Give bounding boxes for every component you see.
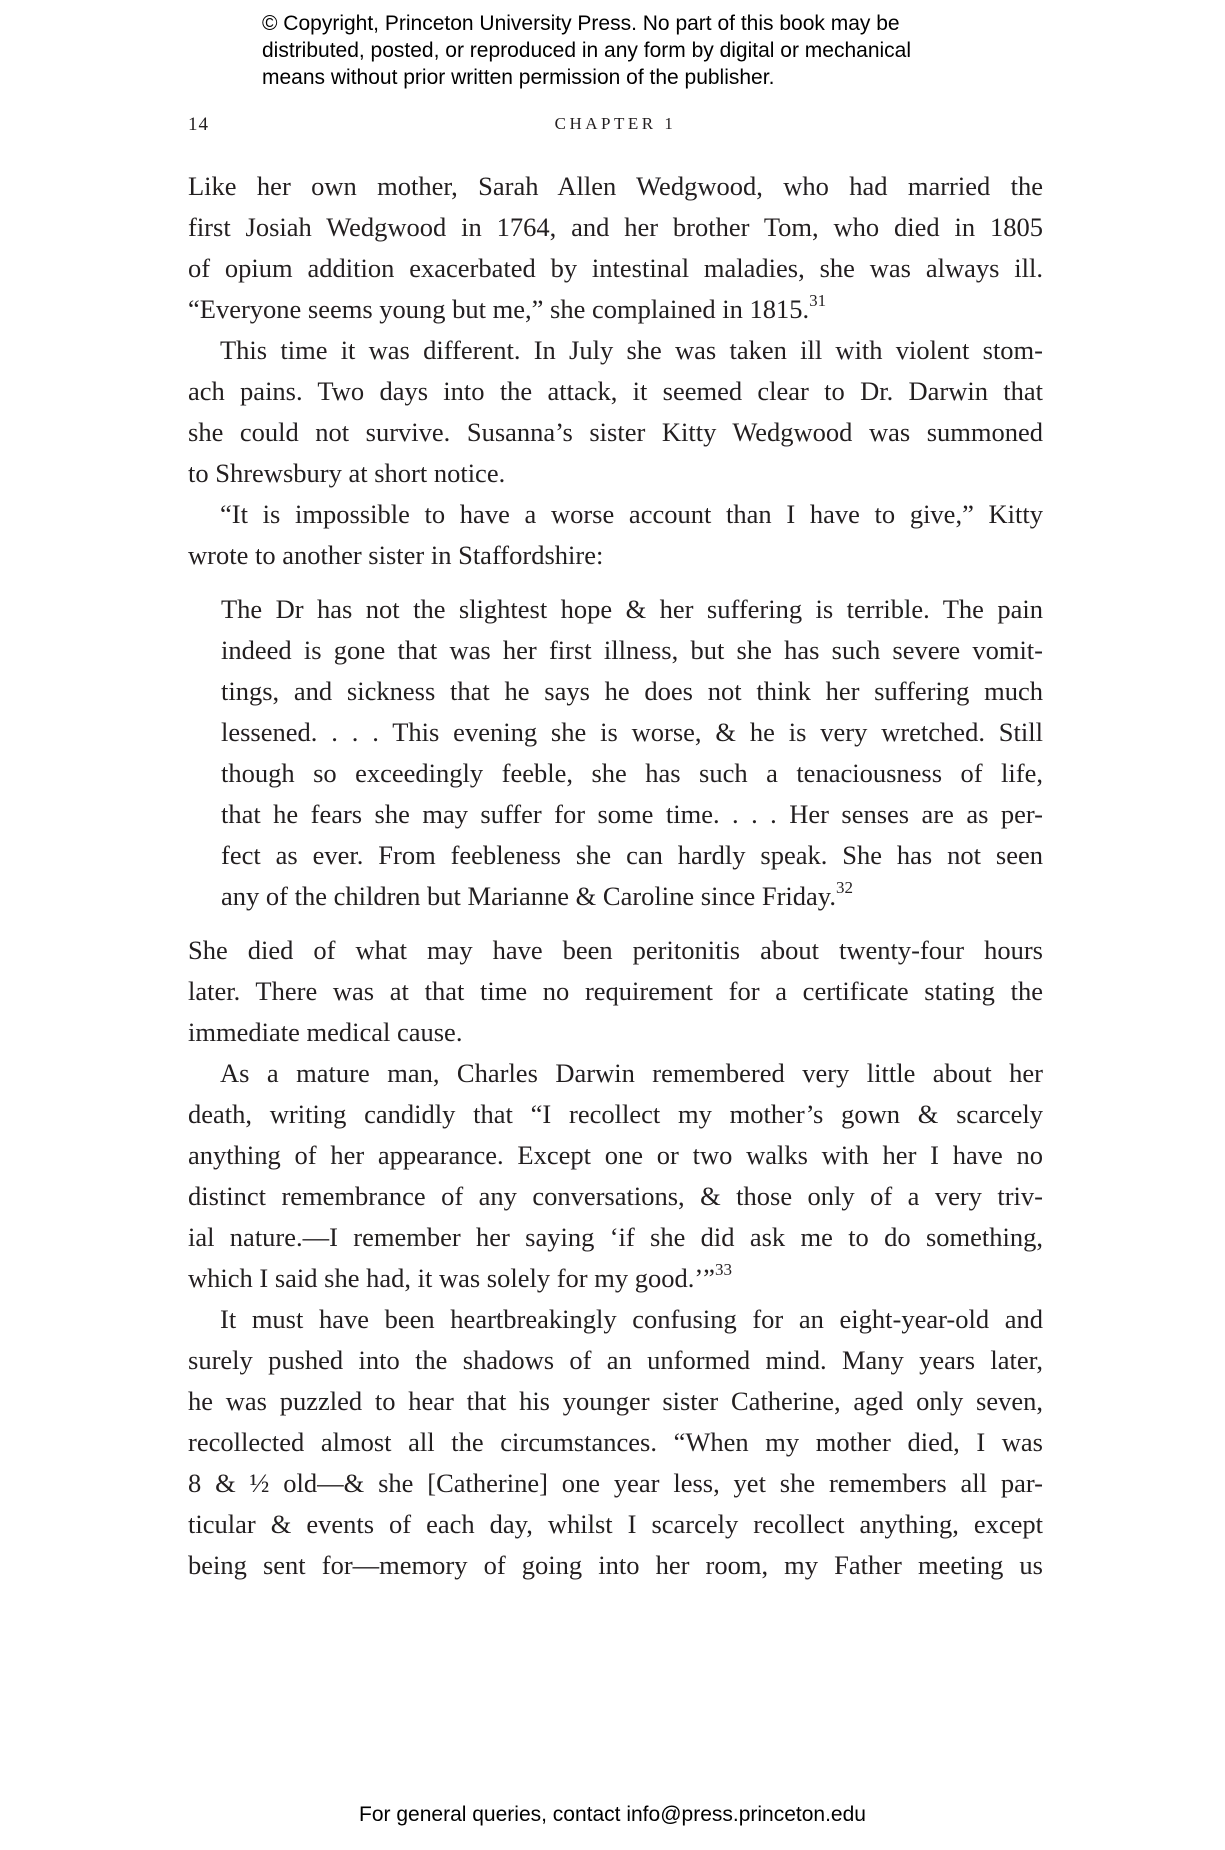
body-text (188, 166, 1043, 1586)
paragraph (188, 1053, 1043, 1299)
text-line: surely pushed into the shadows of an unformed mind. Many years later, (188, 1345, 1043, 1375)
footnote-ref: 32 (835, 878, 853, 898)
text-line: This time it was different. In July she was taken ill with violent stom- (220, 335, 1043, 365)
quote-line: The Dr has not the slightest hope & her suffering is terrible. The pain (221, 594, 1043, 624)
quote-line (221, 876, 1043, 917)
chapter-label: CHAPTER 1 (554, 114, 677, 133)
text-line: Like her own mother, Sarah Allen Wedgwood, who had married the (188, 171, 1043, 201)
paragraph (188, 1299, 1043, 1586)
paragraph (188, 930, 1043, 1053)
footnote-ref: 33 (714, 1260, 732, 1280)
footnote-ref: 31 (809, 291, 827, 311)
text-line: first Josiah Wedgwood in 1764, and her brother Tom, who died in 1805 (188, 212, 1043, 242)
text-line: ial nature.—I remember her saying ‘if she did ask me to do something, (188, 1222, 1043, 1252)
text-line: she could not survive. Susanna’s sister Kitty Wedgwood was summoned (188, 417, 1043, 447)
text-line: wrote to another sister in Staffordshire: (188, 540, 604, 570)
text-line-content: any of the children but Marianne & Caroline since Friday. (221, 881, 836, 911)
paragraph (188, 494, 1043, 576)
text-line: ticular & events of each day, whilst I scarcely recollect anything, except (188, 1509, 1043, 1539)
running-head (188, 114, 1043, 142)
text-line: immediate medical cause. (188, 1017, 463, 1047)
quote-line: that he fears she may suffer for some time. . . . Her senses are as per- (221, 799, 1043, 829)
text-line: anything of her appearance. Except one or two walks with her I have no (188, 1140, 1043, 1170)
text-line: It must have been heartbreakingly confusing for an eight-year-old and (220, 1304, 1043, 1334)
paragraph (188, 330, 1043, 494)
text-line-content: “Everyone seems young but me,” she complained in 1815. (188, 294, 810, 324)
text-line: ach pains. Two days into the attack, it seemed clear to Dr. Darwin that (188, 376, 1043, 406)
copyright-notice (262, 10, 1022, 91)
quote-line: indeed is gone that was her first illness, but she has such severe vomit- (221, 635, 1043, 665)
footer-contact: For general queries, contact info@press.princeton.edu (359, 1803, 866, 1826)
copyright-line: distributed, posted, or reproduced in any form by digital or mechanical (262, 39, 912, 62)
block-quote (221, 589, 1043, 917)
copyright-line: means without prior written permission of the publisher. (262, 66, 775, 89)
text-line: to Shrewsbury at short notice. (188, 458, 506, 488)
copyright-line: © Copyright, Princeton University Press. No part of this book may be (262, 12, 900, 35)
text-line: “It is impossible to have a worse account than I have to give,” Kitty (220, 499, 1043, 529)
text-line-content: which I said she had, it was solely for my good.’” (188, 1263, 715, 1293)
text-line (188, 1258, 1043, 1299)
quote-line: tings, and sickness that he says he does not think her suffering much (221, 676, 1043, 706)
quote-line: fect as ever. From feebleness she can hardly speak. She has not seen (221, 840, 1043, 870)
text-line: death, writing candidly that “I recollect my mother’s gown & scarcely (188, 1099, 1043, 1129)
text-line: recollected almost all the circumstances. “When my mother died, I was (188, 1427, 1043, 1457)
text-line: being sent for—memory of going into her room, my Father meeting us (188, 1550, 1043, 1580)
paragraph (188, 166, 1043, 330)
text-line: 8 & ½ old—& she [Catherine] one year less, yet she remembers all par- (188, 1468, 1043, 1498)
quote-line: lessened. . . . This evening she is worse, & he is very wretched. Still (221, 717, 1043, 747)
text-line: distinct remembrance of any conversations, & those only of a very triv- (188, 1181, 1043, 1211)
text-line: of opium addition exacerbated by intestinal maladies, she was always ill. (188, 253, 1043, 283)
text-line (188, 289, 1043, 330)
quote-line: though so exceedingly feeble, she has such a tenaciousness of life, (221, 758, 1043, 788)
text-line: As a mature man, Charles Darwin remembered very little about her (220, 1058, 1043, 1088)
text-line: he was puzzled to hear that his younger sister Catherine, aged only seven, (188, 1386, 1043, 1416)
text-line: She died of what may have been peritonitis about twenty-four hours (188, 935, 1043, 965)
text-line: later. There was at that time no requirement for a certificate stating the (188, 976, 1043, 1006)
page-number: 14 (188, 114, 209, 135)
